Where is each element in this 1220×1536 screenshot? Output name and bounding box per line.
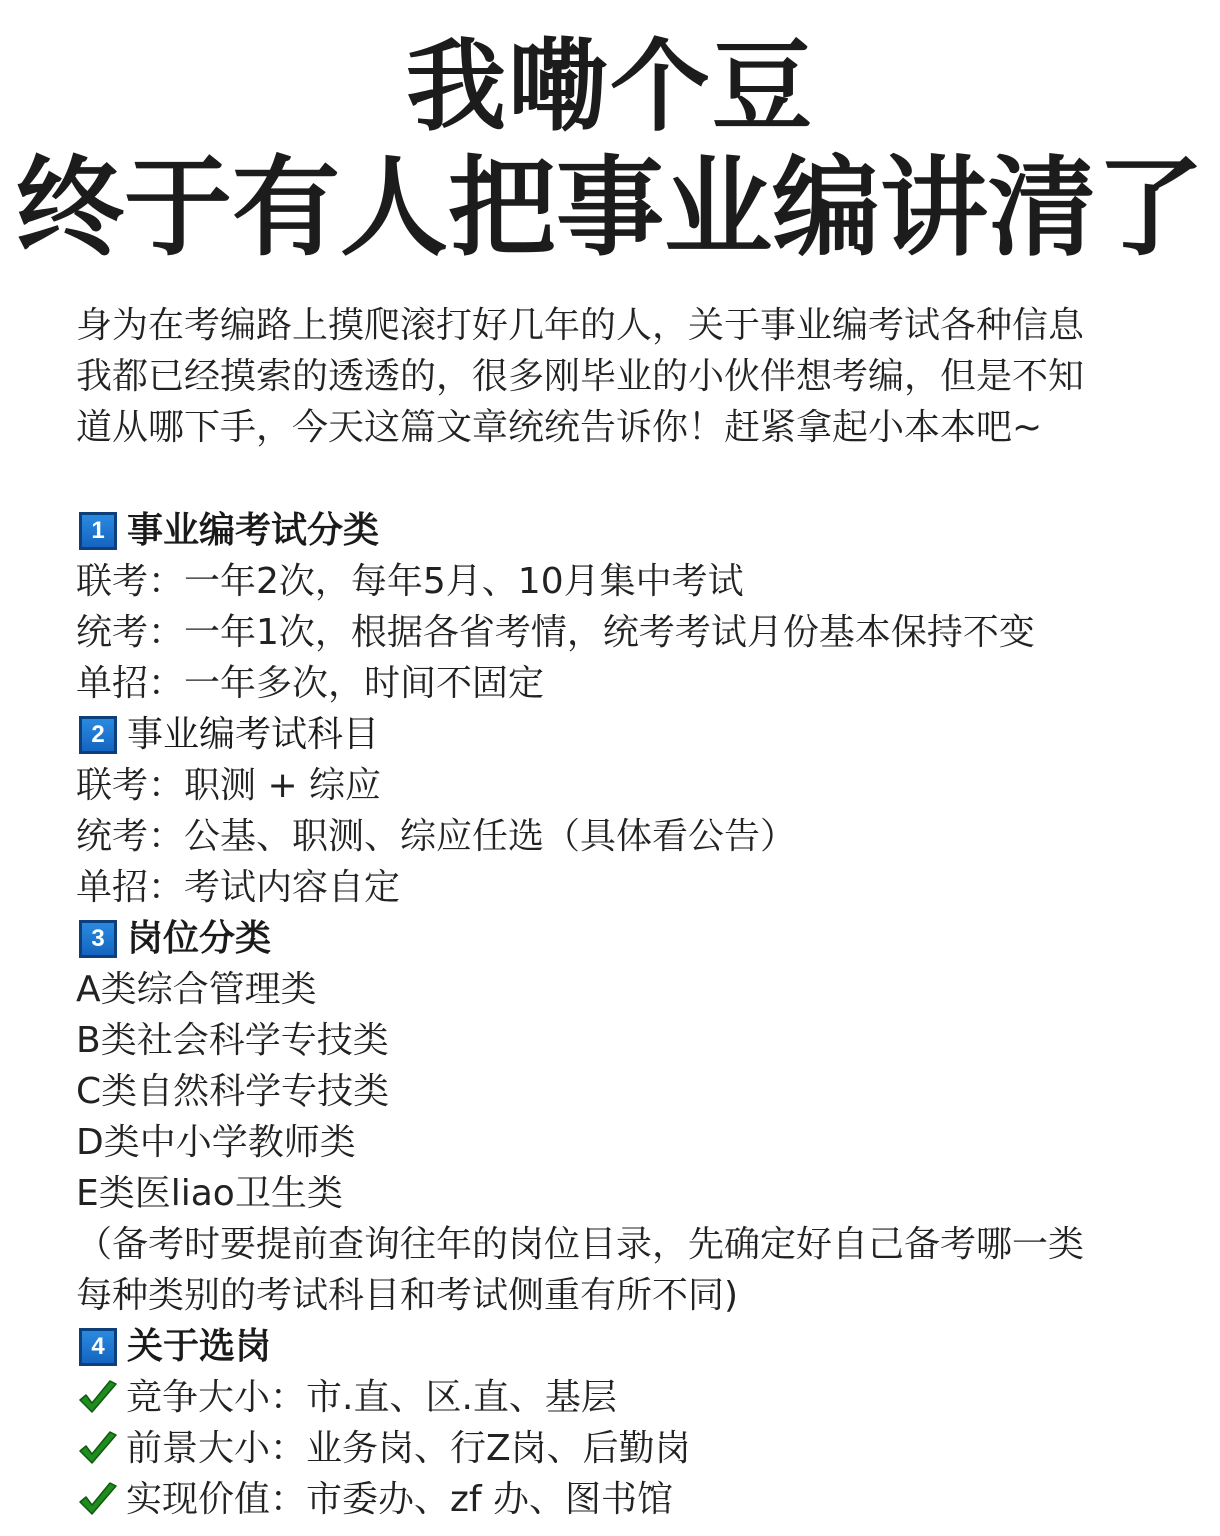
article-content xyxy=(76,505,1176,1525)
title-line-2: 终于有人把事业编讲清了 xyxy=(15,145,1204,271)
checkmark-icon xyxy=(76,1429,120,1469)
note-line: （备考时要提前查询往年的岗位目录，先确定好自己备考哪一类 xyxy=(76,1224,1085,1265)
intro-line: 我都已经摸索的透透的，很多刚毕业的小伙伴想考编，但是不知 xyxy=(76,356,1085,397)
section-title: 关于选岗 xyxy=(127,1326,272,1367)
checkmark-icon xyxy=(76,1480,120,1520)
checkmark-icon xyxy=(76,1378,120,1418)
list-item: A类综合管理类 xyxy=(76,969,317,1010)
list-item: E类医liao卫生类 xyxy=(76,1173,343,1214)
list-item: 联考：职测 + 综应 xyxy=(76,765,382,806)
list-item: 单招：一年多次，时间不固定 xyxy=(76,663,545,704)
check-item-text: 实现价值：市委办、zf 办、图书馆 xyxy=(126,1479,674,1520)
list-item: 单招：考试内容自定 xyxy=(76,867,401,908)
list-item: 联考：一年2次，每年5月、10月集中考试 xyxy=(76,561,744,602)
check-item-text: 竞争大小：市.直、区.直、基层 xyxy=(126,1377,617,1418)
list-item: 统考：公基、职测、综应任选（具体看公告） xyxy=(76,816,797,857)
check-item-text: 前景大小：业务岗、行Z岗、后勤岗 xyxy=(126,1428,691,1469)
title-line-1: 我嘞个豆 xyxy=(406,27,814,145)
section-heading-1 xyxy=(76,505,1176,556)
intro-line: 道从哪下手，今天这篇文章统统告诉你！赶紧拿起小本本吧~ xyxy=(76,407,1043,448)
number-badge-icon: 4 xyxy=(79,1328,117,1366)
check-item xyxy=(76,1474,1176,1525)
section-heading-4 xyxy=(76,1321,1176,1372)
intro-paragraph xyxy=(76,300,1156,453)
check-item xyxy=(76,1372,1176,1423)
number-badge-icon: 1 xyxy=(79,512,117,550)
section-heading-2 xyxy=(76,709,1176,760)
section-title: 事业编考试科目 xyxy=(127,714,380,755)
list-item: D类中小学教师类 xyxy=(76,1122,356,1163)
section-heading-3 xyxy=(76,913,1176,964)
intro-line: 身为在考编路上摸爬滚打好几年的人，关于事业编考试各种信息 xyxy=(76,305,1085,346)
note-line: 每种类别的考试科目和考试侧重有所不同) xyxy=(76,1275,739,1316)
list-item: C类自然科学专技类 xyxy=(76,1071,390,1112)
check-item xyxy=(76,1423,1176,1474)
list-item: B类社会科学专技类 xyxy=(76,1020,389,1061)
list-item: 统考：一年1次，根据各省考情，统考考试月份基本保持不变 xyxy=(76,612,1035,653)
number-badge-icon: 3 xyxy=(79,920,117,958)
section-title: 岗位分类 xyxy=(127,918,272,959)
section-title: 事业编考试分类 xyxy=(127,510,380,551)
number-badge-icon: 2 xyxy=(79,716,117,754)
